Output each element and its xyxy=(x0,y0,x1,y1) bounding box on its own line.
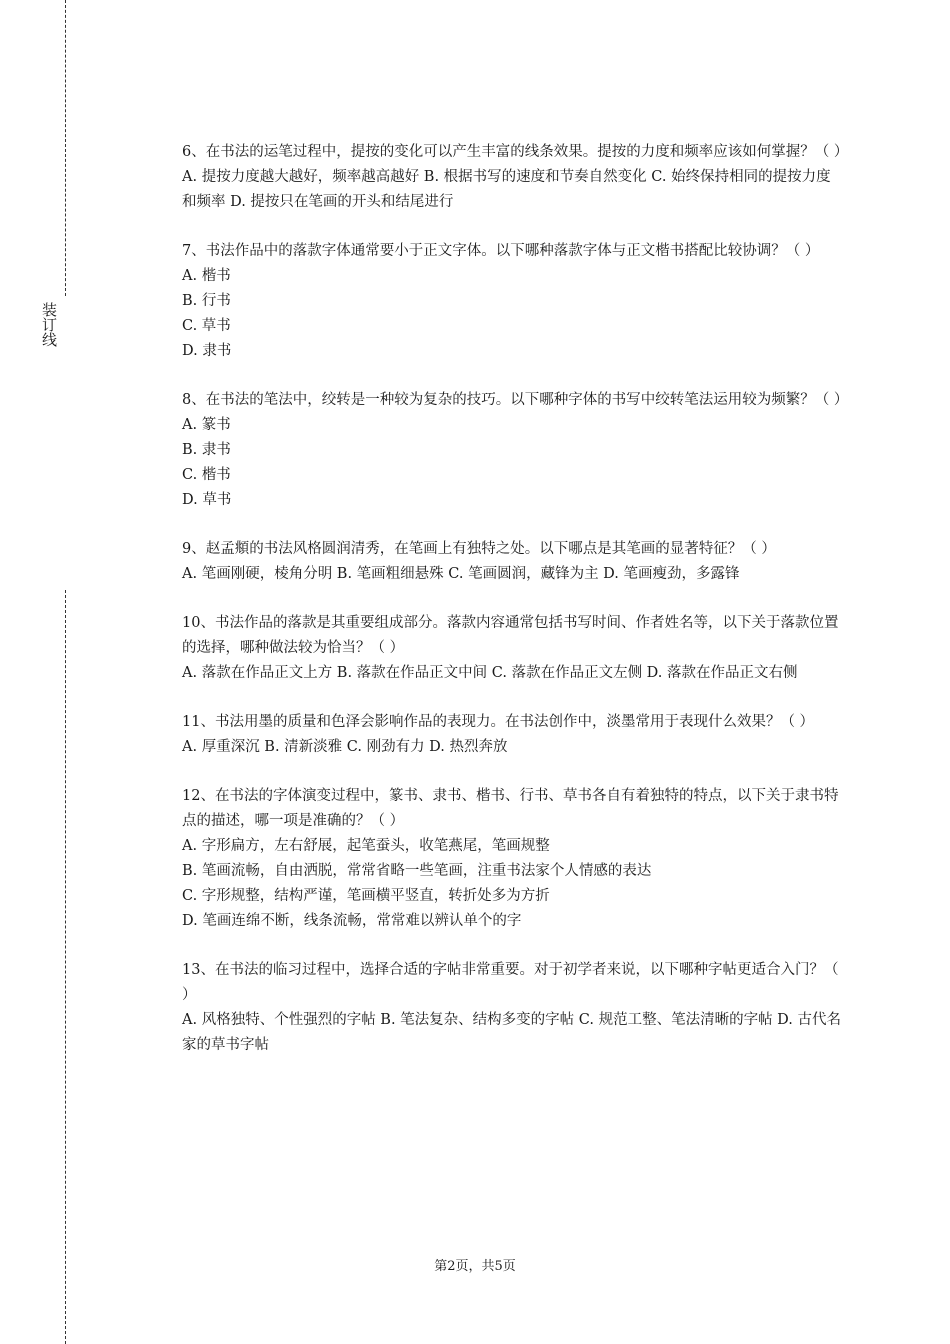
question-stem: 6、在书法的运笔过程中，提按的变化可以产生丰富的线条效果。提按的力度和频率应该如何掌握？（ ） xyxy=(182,144,849,160)
question-stem: 10、书法作品的落款是其重要组成部分。落款内容通常包括书写时间、作者姓名等，以下关于落款位置的选择，哪种做法较为恰当？（ ） xyxy=(182,615,839,656)
question-stem: 8、在书法的笔法中，绞转是一种较为复杂的技巧。以下哪种字体的书写中绞转笔法运用较为频繁？（ ） xyxy=(182,392,849,408)
question-options: A. 风格独特、个性强烈的字帖 B. 笔法复杂、结构多变的字帖 C. 规范工整、笔法清晰的字帖 D. 古代名家的草书字帖 xyxy=(182,1012,842,1053)
option-c: C. 草书 xyxy=(182,318,231,334)
question-11 xyxy=(182,710,842,760)
option-d: D. 隶书 xyxy=(182,343,232,359)
option-b: B. 笔画流畅，自由洒脱，常常省略一些笔画，注重书法家个人情感的表达 xyxy=(182,863,652,879)
question-stem: 9、赵孟頫的书法风格圆润清秀，在笔画上有独特之处。以下哪点是其笔画的显著特征？（ ） xyxy=(182,541,776,557)
option-a: A. 字形扁方，左右舒展，起笔蚕头，收笔燕尾，笔画规整 xyxy=(182,838,550,854)
question-10 xyxy=(182,611,842,686)
question-stem: 7、书法作品中的落款字体通常要小于正文字体。以下哪种落款字体与正文楷书搭配比较协调？（ ） xyxy=(182,243,820,259)
question-list xyxy=(182,140,849,1082)
option-c: C. 楷书 xyxy=(182,467,231,483)
question-8 xyxy=(182,388,849,513)
option-d: D. 笔画连绵不断，线条流畅，常常难以辨认单个的字 xyxy=(182,913,522,929)
question-options: A. 厚重深沉 B. 清新淡雅 C. 刚劲有力 D. 热烈奔放 xyxy=(182,739,508,755)
option-c: C. 字形规整，结构严谨，笔画横平竖直，转折处多为方折 xyxy=(182,888,550,904)
option-d: D. 草书 xyxy=(182,492,232,508)
option-a: A. 楷书 xyxy=(182,268,231,284)
question-stem: 11、书法用墨的质量和色泽会影响作品的表现力。在书法创作中，淡墨常用于表现什么效果？（ ） xyxy=(182,714,815,730)
binding-line-top xyxy=(65,0,66,296)
question-6 xyxy=(182,140,849,215)
option-a: A. 篆书 xyxy=(182,417,231,433)
page-number: 第2页，共5页 xyxy=(434,1259,516,1274)
question-stem: 13、在书法的临习过程中，选择合适的字帖非常重要。对于初学者来说，以下哪种字帖更适合入门？（ ） xyxy=(182,962,839,1003)
question-stem: 12、在书法的字体演变过程中，篆书、隶书、楷书、行书、草书各自有着独特的特点，以下关于隶书特点的描述，哪一项是准确的？（ ） xyxy=(182,788,839,829)
question-12 xyxy=(182,784,842,934)
binding-label: 装订线 xyxy=(40,302,58,347)
question-7 xyxy=(182,239,842,364)
binding-line-bottom xyxy=(65,590,66,1344)
option-b: B. 行书 xyxy=(182,293,231,309)
question-9 xyxy=(182,537,842,587)
option-b: B. 隶书 xyxy=(182,442,231,458)
question-13 xyxy=(182,958,842,1058)
question-options: A. 提按力度越大越好，频率越高越好 B. 根据书写的速度和节奏自然变化 C. 始终保持相同的提按力度和频率 D. 提按只在笔画的开头和结尾进行 xyxy=(182,169,831,210)
question-options: A. 落款在作品正文上方 B. 落款在作品正文中间 C. 落款在作品正文左侧 D. 落款在作品正文右侧 xyxy=(182,665,798,681)
question-options: A. 笔画刚硬，棱角分明 B. 笔画粗细悬殊 C. 笔画圆润，藏锋为主 D. 笔画瘦劲，多露锋 xyxy=(182,566,740,582)
